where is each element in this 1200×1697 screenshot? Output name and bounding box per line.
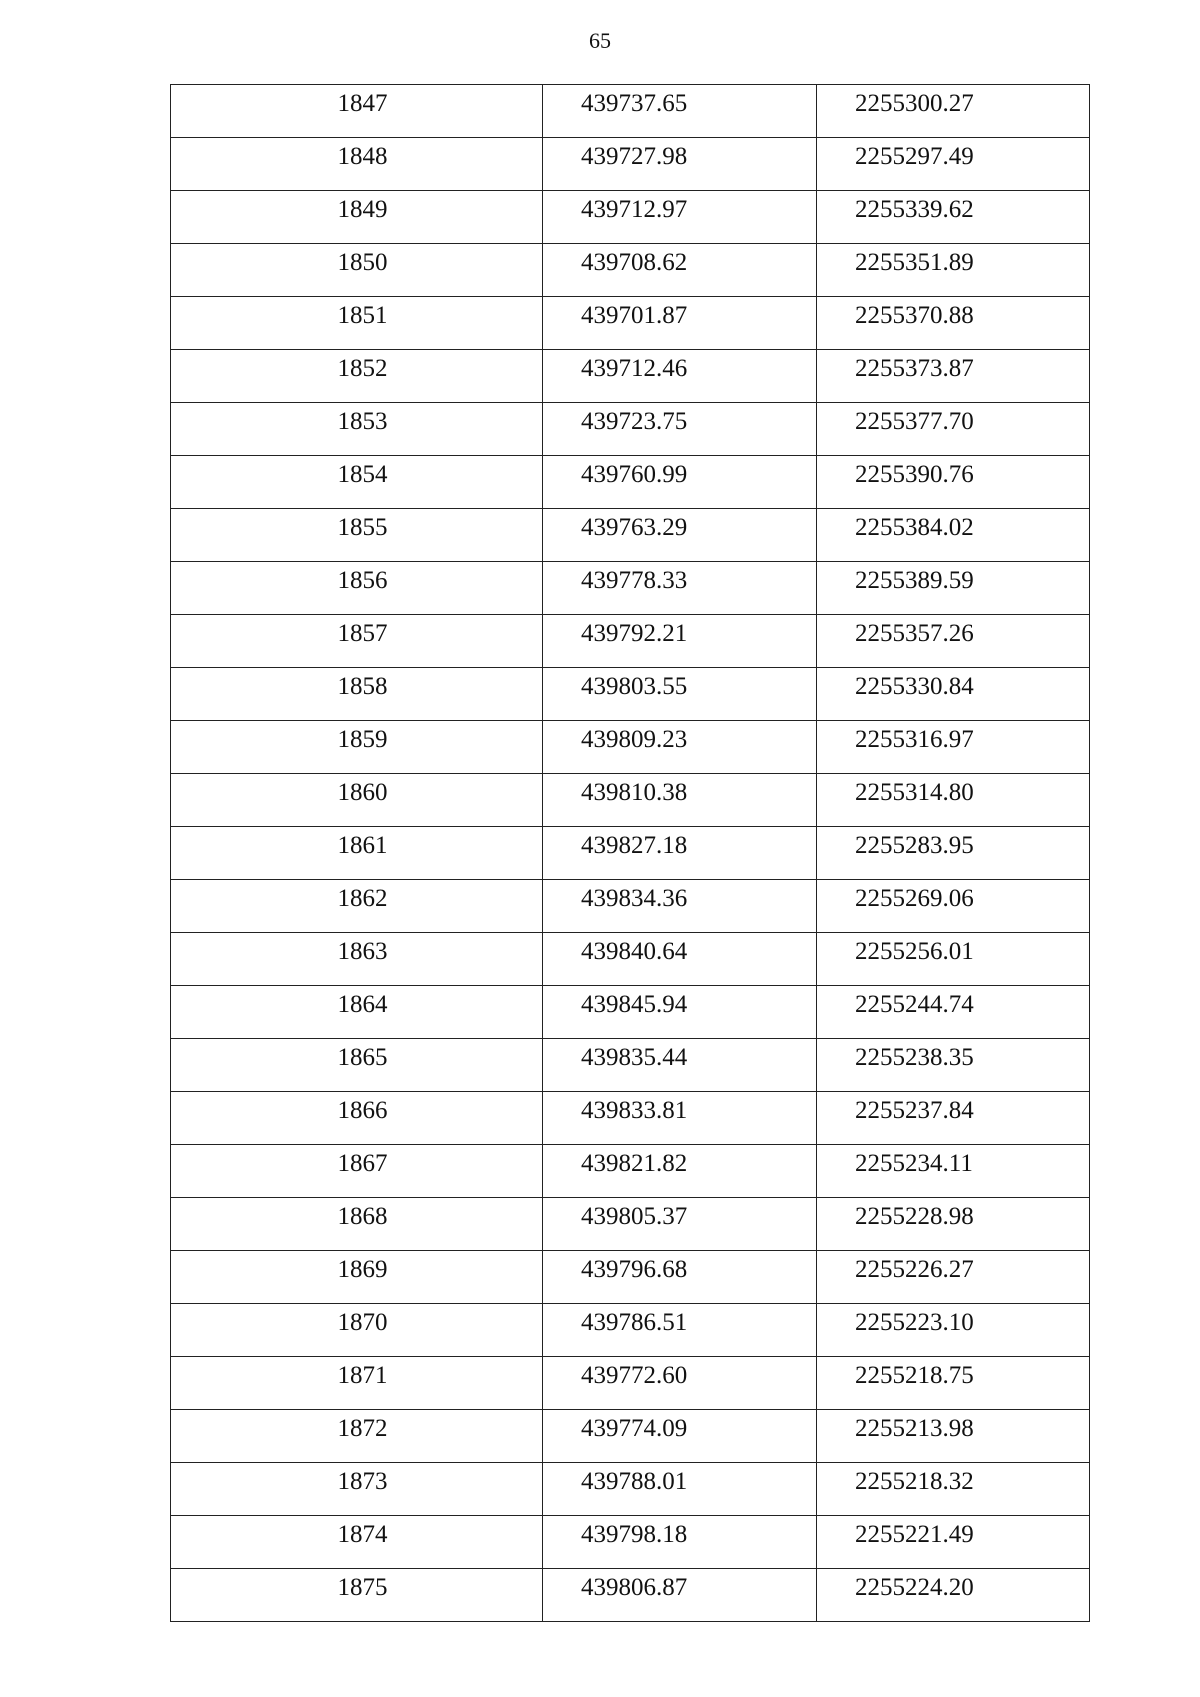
table-row [171, 1304, 1090, 1357]
cell-text: 2255300.27 [855, 90, 974, 117]
cell-text: 1874 [337, 1521, 388, 1548]
table-row [171, 562, 1090, 615]
cell-text: 1857 [337, 620, 388, 647]
table-row [171, 1039, 1090, 1092]
x-coordinate-cell [543, 933, 817, 986]
cell-text: 439806.87 [581, 1574, 688, 1601]
point-id-cell [171, 85, 543, 138]
cell-text: 439763.29 [581, 514, 688, 541]
point-id-cell [171, 1039, 543, 1092]
y-coordinate-cell [817, 1410, 1090, 1463]
table-row [171, 191, 1090, 244]
point-id-cell [171, 244, 543, 297]
y-coordinate-cell [817, 1145, 1090, 1198]
cell-text: 2255316.97 [855, 726, 974, 753]
cell-text: 2255226.27 [855, 1256, 974, 1283]
y-coordinate-cell [817, 1198, 1090, 1251]
table-row [171, 1251, 1090, 1304]
cell-text: 1853 [337, 408, 388, 435]
x-coordinate-cell [543, 244, 817, 297]
x-coordinate-cell [543, 138, 817, 191]
cell-text: 2255244.74 [855, 991, 974, 1018]
cell-text: 2255224.20 [855, 1574, 974, 1601]
table-row [171, 1357, 1090, 1410]
y-coordinate-cell [817, 1092, 1090, 1145]
cell-text: 1859 [337, 726, 388, 753]
cell-text: 1850 [337, 249, 388, 276]
y-coordinate-cell [817, 774, 1090, 827]
x-coordinate-cell [543, 774, 817, 827]
table-row [171, 456, 1090, 509]
x-coordinate-cell [543, 403, 817, 456]
cell-text: 439827.18 [581, 832, 688, 859]
table-row [171, 668, 1090, 721]
cell-text: 2255221.49 [855, 1521, 974, 1548]
point-id-cell [171, 138, 543, 191]
table-row [171, 615, 1090, 668]
point-id-cell [171, 191, 543, 244]
cell-text: 1863 [337, 938, 388, 965]
cell-text: 1873 [337, 1468, 388, 1495]
y-coordinate-cell [817, 138, 1090, 191]
y-coordinate-cell [817, 1569, 1090, 1622]
cell-text: 1858 [337, 673, 388, 700]
x-coordinate-cell [543, 350, 817, 403]
x-coordinate-cell [543, 880, 817, 933]
x-coordinate-cell [543, 1198, 817, 1251]
cell-text: 439788.01 [581, 1468, 688, 1495]
x-coordinate-cell [543, 1463, 817, 1516]
cell-text: 1851 [337, 302, 388, 329]
cell-text: 2255234.11 [855, 1150, 973, 1177]
cell-text: 439810.38 [581, 779, 688, 806]
y-coordinate-cell [817, 1304, 1090, 1357]
cell-text: 1852 [337, 355, 388, 382]
point-id-cell [171, 509, 543, 562]
cell-text: 1854 [337, 461, 388, 488]
x-coordinate-cell [543, 1145, 817, 1198]
point-id-cell [171, 456, 543, 509]
cell-text: 1847 [337, 90, 388, 117]
cell-text: 439835.44 [581, 1044, 688, 1071]
cell-text: 2255330.84 [855, 673, 974, 700]
x-coordinate-cell [543, 721, 817, 774]
y-coordinate-cell [817, 456, 1090, 509]
y-coordinate-cell [817, 85, 1090, 138]
point-id-cell [171, 1569, 543, 1622]
cell-text: 2255377.70 [855, 408, 974, 435]
cell-text: 2255384.02 [855, 514, 974, 541]
table-row [171, 774, 1090, 827]
cell-text: 2255238.35 [855, 1044, 974, 1071]
x-coordinate-cell [543, 456, 817, 509]
y-coordinate-cell [817, 1039, 1090, 1092]
y-coordinate-cell [817, 933, 1090, 986]
cell-text: 1871 [337, 1362, 388, 1389]
point-id-cell [171, 1463, 543, 1516]
point-id-cell [171, 297, 543, 350]
point-id-cell [171, 827, 543, 880]
cell-text: 1866 [337, 1097, 388, 1124]
y-coordinate-cell [817, 668, 1090, 721]
cell-text: 2255283.95 [855, 832, 974, 859]
table-row [171, 933, 1090, 986]
cell-text: 439792.21 [581, 620, 688, 647]
y-coordinate-cell [817, 1251, 1090, 1304]
cell-text: 2255297.49 [855, 143, 974, 170]
y-coordinate-cell [817, 615, 1090, 668]
cell-text: 2255370.88 [855, 302, 974, 329]
table-row [171, 350, 1090, 403]
cell-text: 439803.55 [581, 673, 688, 700]
point-id-cell [171, 615, 543, 668]
x-coordinate-cell [543, 191, 817, 244]
cell-text: 439796.68 [581, 1256, 688, 1283]
x-coordinate-cell [543, 1092, 817, 1145]
point-id-cell [171, 1145, 543, 1198]
cell-text: 439845.94 [581, 991, 688, 1018]
point-id-cell [171, 1251, 543, 1304]
cell-text: 439708.62 [581, 249, 688, 276]
cell-text: 439760.99 [581, 461, 688, 488]
x-coordinate-cell [543, 1410, 817, 1463]
x-coordinate-cell [543, 827, 817, 880]
x-coordinate-cell [543, 1304, 817, 1357]
table-row [171, 721, 1090, 774]
table-row [171, 403, 1090, 456]
page-number: 65 [589, 28, 611, 53]
x-coordinate-cell [543, 1569, 817, 1622]
y-coordinate-cell [817, 721, 1090, 774]
table-row [171, 880, 1090, 933]
point-id-cell [171, 986, 543, 1039]
y-coordinate-cell [817, 986, 1090, 1039]
cell-text: 439778.33 [581, 567, 688, 594]
point-id-cell [171, 350, 543, 403]
table-row [171, 138, 1090, 191]
cell-text: 2255228.98 [855, 1203, 974, 1230]
cell-text: 1849 [337, 196, 388, 223]
table-row [171, 1410, 1090, 1463]
cell-text: 2255357.26 [855, 620, 974, 647]
x-coordinate-cell [543, 1251, 817, 1304]
y-coordinate-cell [817, 1357, 1090, 1410]
cell-text: 1870 [337, 1309, 388, 1336]
x-coordinate-cell [543, 986, 817, 1039]
table-row [171, 1569, 1090, 1622]
cell-text: 1864 [337, 991, 388, 1018]
cell-text: 1869 [337, 1256, 388, 1283]
y-coordinate-cell [817, 1516, 1090, 1569]
cell-text: 2255390.76 [855, 461, 974, 488]
cell-text: 1856 [337, 567, 388, 594]
table-row [171, 1516, 1090, 1569]
cell-text: 439798.18 [581, 1521, 688, 1548]
point-id-cell [171, 1304, 543, 1357]
x-coordinate-cell [543, 615, 817, 668]
y-coordinate-cell [817, 350, 1090, 403]
table-row [171, 297, 1090, 350]
y-coordinate-cell [817, 403, 1090, 456]
table-row [171, 827, 1090, 880]
cell-text: 439833.81 [581, 1097, 688, 1124]
y-coordinate-cell [817, 297, 1090, 350]
point-id-cell [171, 880, 543, 933]
cell-text: 2255256.01 [855, 938, 974, 965]
cell-text: 2255223.10 [855, 1309, 974, 1336]
table-row [171, 244, 1090, 297]
cell-text: 439727.98 [581, 143, 688, 170]
cell-text: 1862 [337, 885, 388, 912]
cell-text: 439821.82 [581, 1150, 688, 1177]
point-id-cell [171, 1198, 543, 1251]
coordinates-table-body [171, 85, 1090, 1622]
cell-text: 2255389.59 [855, 567, 974, 594]
point-id-cell [171, 403, 543, 456]
cell-text: 439786.51 [581, 1309, 688, 1336]
cell-text: 439772.60 [581, 1362, 688, 1389]
y-coordinate-cell [817, 191, 1090, 244]
table-row [171, 509, 1090, 562]
cell-text: 439840.64 [581, 938, 688, 965]
point-id-cell [171, 562, 543, 615]
cell-text: 439723.75 [581, 408, 688, 435]
cell-text: 1861 [337, 832, 388, 859]
cell-text: 2255339.62 [855, 196, 974, 223]
point-id-cell [171, 1516, 543, 1569]
table-row [171, 1145, 1090, 1198]
y-coordinate-cell [817, 880, 1090, 933]
cell-text: 439712.46 [581, 355, 688, 382]
point-id-cell [171, 1357, 543, 1410]
cell-text: 1865 [337, 1044, 388, 1071]
cell-text: 439701.87 [581, 302, 688, 329]
cell-text: 1875 [337, 1574, 388, 1601]
x-coordinate-cell [543, 1039, 817, 1092]
y-coordinate-cell [817, 244, 1090, 297]
cell-text: 2255237.84 [855, 1097, 974, 1124]
point-id-cell [171, 721, 543, 774]
cell-text: 439834.36 [581, 885, 688, 912]
y-coordinate-cell [817, 1463, 1090, 1516]
point-id-cell [171, 1092, 543, 1145]
cell-text: 439805.37 [581, 1203, 688, 1230]
cell-text: 439737.65 [581, 90, 688, 117]
point-id-cell [171, 774, 543, 827]
cell-text: 1868 [337, 1203, 388, 1230]
cell-text: 2255218.32 [855, 1468, 974, 1495]
cell-text: 439774.09 [581, 1415, 688, 1442]
y-coordinate-cell [817, 509, 1090, 562]
x-coordinate-cell [543, 1516, 817, 1569]
table-row [171, 986, 1090, 1039]
cell-text: 2255269.06 [855, 885, 974, 912]
cell-text: 1848 [337, 143, 388, 170]
x-coordinate-cell [543, 85, 817, 138]
y-coordinate-cell [817, 827, 1090, 880]
y-coordinate-cell [817, 562, 1090, 615]
x-coordinate-cell [543, 1357, 817, 1410]
table-row [171, 1198, 1090, 1251]
x-coordinate-cell [543, 668, 817, 721]
cell-text: 439809.23 [581, 726, 688, 753]
cell-text: 2255351.89 [855, 249, 974, 276]
table-row [171, 1092, 1090, 1145]
cell-text: 1855 [337, 514, 388, 541]
x-coordinate-cell [543, 297, 817, 350]
table-row [171, 85, 1090, 138]
x-coordinate-cell [543, 509, 817, 562]
cell-text: 2255218.75 [855, 1362, 974, 1389]
cell-text: 1867 [337, 1150, 388, 1177]
cell-text: 2255213.98 [855, 1415, 974, 1442]
cell-text: 2255314.80 [855, 779, 974, 806]
cell-text: 1860 [337, 779, 388, 806]
x-coordinate-cell [543, 562, 817, 615]
cell-text: 2255373.87 [855, 355, 974, 382]
coordinates-table [170, 84, 1090, 1622]
point-id-cell [171, 1410, 543, 1463]
cell-text: 439712.97 [581, 196, 688, 223]
point-id-cell [171, 668, 543, 721]
cell-text: 1872 [337, 1415, 388, 1442]
table-row [171, 1463, 1090, 1516]
point-id-cell [171, 933, 543, 986]
